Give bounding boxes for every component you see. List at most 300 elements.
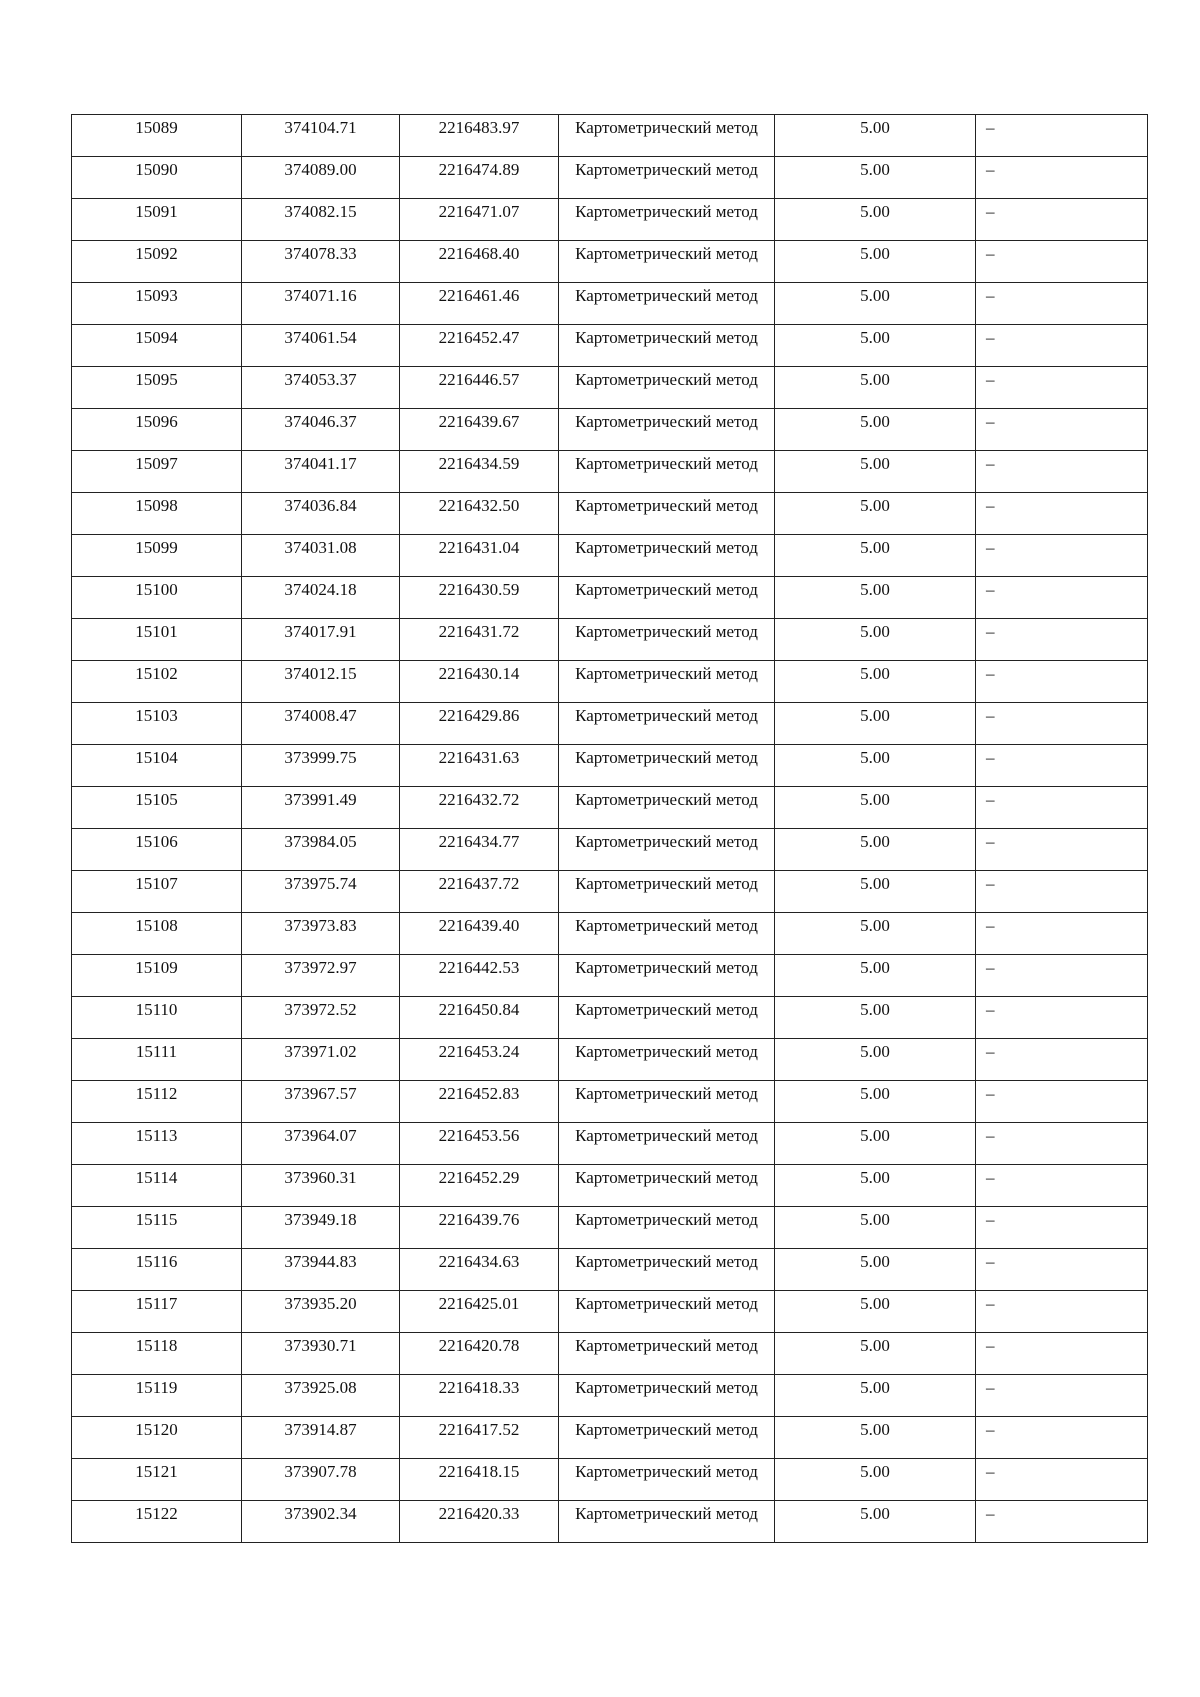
method-cell-text: Картометрический метод [575,580,758,599]
error-cell-text: – [986,370,995,389]
point-number-cell [72,955,242,997]
error-cell [976,577,1148,619]
error-cell [976,283,1148,325]
accuracy-cell [775,1291,976,1333]
error-cell-text: – [986,1378,995,1397]
accuracy-cell-text: 5.00 [860,1042,890,1061]
coordinates-table [71,114,1148,1543]
accuracy-cell-text: 5.00 [860,202,890,221]
point-number-cell [72,787,242,829]
point-number-cell-text: 15097 [135,454,178,473]
method-cell-text: Картометрический метод [575,160,758,179]
accuracy-cell [775,157,976,199]
x-coordinate-cell [242,1291,400,1333]
x-coordinate-cell [242,409,400,451]
method-cell-text: Картометрический метод [575,748,758,767]
accuracy-cell-text: 5.00 [860,1126,890,1145]
y-coordinate-cell [400,787,559,829]
accuracy-cell [775,955,976,997]
error-cell [976,1039,1148,1081]
point-number-cell-text: 15116 [135,1252,178,1271]
x-coordinate-cell-text: 374017.91 [284,622,357,641]
method-cell [559,745,775,787]
method-cell [559,493,775,535]
error-cell-text: – [986,1084,995,1103]
method-cell [559,619,775,661]
point-number-cell-text: 15091 [135,202,178,221]
accuracy-cell-text: 5.00 [860,874,890,893]
x-coordinate-cell-text: 373984.05 [284,832,357,851]
point-number-cell [72,241,242,283]
accuracy-cell-text: 5.00 [860,1252,890,1271]
accuracy-cell-text: 5.00 [860,496,890,515]
table-row [72,1249,1148,1291]
error-cell [976,1249,1148,1291]
point-number-cell-text: 15094 [135,328,178,347]
accuracy-cell [775,1081,976,1123]
x-coordinate-cell [242,1417,400,1459]
table-row [72,1081,1148,1123]
point-number-cell-text: 15108 [135,916,178,935]
point-number-cell [72,283,242,325]
x-coordinate-cell-text: 373971.02 [284,1042,357,1061]
method-cell-text: Картометрический метод [575,958,758,977]
x-coordinate-cell-text: 374061.54 [284,328,357,347]
accuracy-cell-text: 5.00 [860,412,890,431]
x-coordinate-cell-text: 373949.18 [284,1210,357,1229]
x-coordinate-cell [242,157,400,199]
method-cell-text: Картометрический метод [575,1336,758,1355]
error-cell [976,1459,1148,1501]
y-coordinate-cell [400,1417,559,1459]
point-number-cell-text: 15098 [135,496,178,515]
accuracy-cell-text: 5.00 [860,118,890,137]
x-coordinate-cell [242,325,400,367]
accuracy-cell [775,829,976,871]
method-cell-text: Картометрический метод [575,538,758,557]
x-coordinate-cell-text: 374031.08 [284,538,357,557]
y-coordinate-cell [400,661,559,703]
accuracy-cell-text: 5.00 [860,244,890,263]
y-coordinate-cell [400,157,559,199]
y-coordinate-cell-text: 2216420.33 [438,1504,520,1523]
accuracy-cell [775,409,976,451]
y-coordinate-cell-text: 2216450.84 [438,1000,520,1019]
y-coordinate-cell-text: 2216452.29 [438,1168,520,1187]
y-coordinate-cell [400,703,559,745]
y-coordinate-cell-text: 2216453.24 [438,1042,520,1061]
point-number-cell [72,1501,242,1543]
point-number-cell [72,1165,242,1207]
point-number-cell [72,199,242,241]
point-number-cell-text: 15120 [135,1420,178,1439]
y-coordinate-cell [400,367,559,409]
error-cell-text: – [986,496,995,515]
error-cell-text: – [986,118,995,137]
x-coordinate-cell-text: 374008.47 [284,706,357,725]
y-coordinate-cell [400,997,559,1039]
point-number-cell [72,1249,242,1291]
y-coordinate-cell [400,913,559,955]
y-coordinate-cell-text: 2216439.67 [438,412,520,431]
table-row [72,1207,1148,1249]
x-coordinate-cell-text: 373902.34 [284,1504,357,1523]
accuracy-cell-text: 5.00 [860,790,890,809]
error-cell-text: – [986,244,995,263]
table-row [72,1165,1148,1207]
error-cell-text: – [986,664,995,683]
method-cell [559,535,775,577]
point-number-cell [72,493,242,535]
method-cell-text: Картометрический метод [575,118,758,137]
accuracy-cell-text: 5.00 [860,1504,890,1523]
x-coordinate-cell-text: 373930.71 [284,1336,357,1355]
method-cell-text: Картометрический метод [575,412,758,431]
point-number-cell [72,745,242,787]
error-cell [976,913,1148,955]
x-coordinate-cell [242,1459,400,1501]
y-coordinate-cell-text: 2216425.01 [438,1294,520,1313]
point-number-cell-text: 15103 [135,706,178,725]
method-cell-text: Картометрический метод [575,706,758,725]
method-cell [559,1207,775,1249]
accuracy-cell-text: 5.00 [860,328,890,347]
error-cell [976,829,1148,871]
table-row [72,283,1148,325]
y-coordinate-cell [400,1207,559,1249]
y-coordinate-cell-text: 2216452.83 [438,1084,520,1103]
x-coordinate-cell [242,367,400,409]
table-row [72,1375,1148,1417]
table-row [72,913,1148,955]
error-cell [976,493,1148,535]
table-row [72,241,1148,283]
x-coordinate-cell [242,1501,400,1543]
table-row [72,787,1148,829]
accuracy-cell [775,1375,976,1417]
method-cell-text: Картометрический метод [575,202,758,221]
y-coordinate-cell [400,451,559,493]
error-cell-text: – [986,1252,995,1271]
accuracy-cell [775,1123,976,1165]
accuracy-cell-text: 5.00 [860,1210,890,1229]
table-row [72,535,1148,577]
method-cell [559,367,775,409]
error-cell [976,367,1148,409]
method-cell [559,703,775,745]
accuracy-cell [775,661,976,703]
error-cell-text: – [986,286,995,305]
error-cell-text: – [986,1168,995,1187]
point-number-cell-text: 15109 [135,958,178,977]
method-cell-text: Картометрический метод [575,328,758,347]
x-coordinate-cell-text: 373991.49 [284,790,357,809]
point-number-cell [72,703,242,745]
method-cell-text: Картометрический метод [575,622,758,641]
table-row [72,955,1148,997]
accuracy-cell-text: 5.00 [860,1336,890,1355]
point-number-cell-text: 15111 [135,1042,178,1061]
error-cell [976,787,1148,829]
x-coordinate-cell [242,661,400,703]
point-number-cell-text: 15121 [135,1462,178,1481]
point-number-cell [72,451,242,493]
y-coordinate-cell-text: 2216420.78 [438,1336,520,1355]
accuracy-cell-text: 5.00 [860,370,890,389]
point-number-cell [72,829,242,871]
accuracy-cell-text: 5.00 [860,1084,890,1103]
error-cell [976,199,1148,241]
y-coordinate-cell-text: 2216430.14 [438,664,520,683]
point-number-cell-text: 15114 [135,1168,178,1187]
accuracy-cell-text: 5.00 [860,622,890,641]
error-cell-text: – [986,1294,995,1313]
accuracy-cell [775,199,976,241]
y-coordinate-cell [400,1459,559,1501]
y-coordinate-cell [400,1291,559,1333]
point-number-cell [72,997,242,1039]
table-row [72,115,1148,157]
x-coordinate-cell [242,577,400,619]
x-coordinate-cell-text: 374104.71 [284,118,357,137]
point-number-cell [72,1417,242,1459]
x-coordinate-cell [242,115,400,157]
y-coordinate-cell [400,241,559,283]
error-cell [976,241,1148,283]
error-cell-text: – [986,1504,995,1523]
y-coordinate-cell-text: 2216430.59 [438,580,520,599]
method-cell-text: Картометрический метод [575,244,758,263]
point-number-cell [72,913,242,955]
method-cell-text: Картометрический метод [575,1000,758,1019]
error-cell [976,955,1148,997]
y-coordinate-cell [400,829,559,871]
accuracy-cell [775,1039,976,1081]
error-cell-text: – [986,1000,995,1019]
method-cell-text: Картометрический метод [575,1210,758,1229]
table-row [72,157,1148,199]
point-number-cell-text: 15096 [135,412,178,431]
accuracy-cell-text: 5.00 [860,160,890,179]
error-cell [976,1375,1148,1417]
error-cell-text: – [986,790,995,809]
method-cell [559,241,775,283]
method-cell-text: Картометрический метод [575,496,758,515]
point-number-cell-text: 15104 [135,748,178,767]
point-number-cell [72,535,242,577]
y-coordinate-cell [400,1249,559,1291]
method-cell-text: Картометрический метод [575,1084,758,1103]
error-cell [976,997,1148,1039]
point-number-cell [72,1207,242,1249]
accuracy-cell [775,325,976,367]
point-number-cell-text: 15107 [135,874,178,893]
table-row [72,493,1148,535]
method-cell [559,157,775,199]
point-number-cell [72,1333,242,1375]
error-cell [976,451,1148,493]
accuracy-cell [775,703,976,745]
point-number-cell [72,619,242,661]
table-row [72,1333,1148,1375]
y-coordinate-cell-text: 2216431.72 [438,622,520,641]
error-cell [976,1165,1148,1207]
point-number-cell-text: 15106 [135,832,178,851]
y-coordinate-cell-text: 2216483.97 [438,118,520,137]
method-cell-text: Картометрический метод [575,832,758,851]
x-coordinate-cell [242,493,400,535]
x-coordinate-cell-text: 373972.52 [284,1000,357,1019]
y-coordinate-cell-text: 2216418.15 [438,1462,520,1481]
method-cell-text: Картометрический метод [575,790,758,809]
error-cell [976,1417,1148,1459]
method-cell [559,1501,775,1543]
method-cell [559,997,775,1039]
accuracy-cell-text: 5.00 [860,1294,890,1313]
point-number-cell [72,661,242,703]
error-cell-text: – [986,958,995,977]
x-coordinate-cell-text: 373907.78 [284,1462,357,1481]
error-cell-text: – [986,580,995,599]
accuracy-cell [775,493,976,535]
error-cell-text: – [986,832,995,851]
table-row [72,367,1148,409]
error-cell-text: – [986,874,995,893]
y-coordinate-cell [400,955,559,997]
method-cell [559,451,775,493]
x-coordinate-cell-text: 374071.16 [284,286,357,305]
point-number-cell [72,157,242,199]
x-coordinate-cell [242,829,400,871]
x-coordinate-cell [242,1123,400,1165]
accuracy-cell [775,241,976,283]
point-number-cell-text: 15112 [135,1084,178,1103]
method-cell [559,1039,775,1081]
x-coordinate-cell-text: 373975.74 [284,874,357,893]
accuracy-cell [775,787,976,829]
x-coordinate-cell [242,1165,400,1207]
accuracy-cell [775,1165,976,1207]
x-coordinate-cell-text: 374024.18 [284,580,357,599]
method-cell-text: Картометрический метод [575,1252,758,1271]
x-coordinate-cell-text: 373925.08 [284,1378,357,1397]
method-cell [559,1291,775,1333]
method-cell [559,1081,775,1123]
y-coordinate-cell [400,1039,559,1081]
y-coordinate-cell [400,745,559,787]
method-cell [559,1375,775,1417]
error-cell [976,1501,1148,1543]
accuracy-cell [775,283,976,325]
method-cell [559,409,775,451]
point-number-cell-text: 15105 [135,790,178,809]
error-cell-text: – [986,160,995,179]
y-coordinate-cell-text: 2216431.04 [438,538,520,557]
error-cell-text: – [986,1420,995,1439]
x-coordinate-cell-text: 373972.97 [284,958,357,977]
point-number-cell-text: 15095 [135,370,178,389]
point-number-cell [72,1081,242,1123]
error-cell-text: – [986,916,995,935]
y-coordinate-cell-text: 2216434.59 [438,454,520,473]
table-row [72,829,1148,871]
accuracy-cell-text: 5.00 [860,1168,890,1187]
x-coordinate-cell-text: 374012.15 [284,664,357,683]
error-cell-text: – [986,1126,995,1145]
point-number-cell [72,1375,242,1417]
x-coordinate-cell [242,745,400,787]
y-coordinate-cell [400,199,559,241]
method-cell [559,661,775,703]
accuracy-cell-text: 5.00 [860,580,890,599]
y-coordinate-cell [400,325,559,367]
y-coordinate-cell [400,409,559,451]
point-number-cell [72,871,242,913]
method-cell [559,577,775,619]
error-cell-text: – [986,1042,995,1061]
method-cell [559,1417,775,1459]
coordinates-table-body [72,115,1148,1543]
table-row [72,451,1148,493]
table-row [72,661,1148,703]
error-cell [976,619,1148,661]
y-coordinate-cell-text: 2216468.40 [438,244,520,263]
error-cell-text: – [986,1210,995,1229]
x-coordinate-cell [242,1039,400,1081]
y-coordinate-cell-text: 2216471.07 [438,202,520,221]
x-coordinate-cell [242,241,400,283]
error-cell-text: – [986,622,995,641]
accuracy-cell [775,619,976,661]
table-row [72,1501,1148,1543]
method-cell-text: Картометрический метод [575,664,758,683]
x-coordinate-cell-text: 374078.33 [284,244,357,263]
method-cell-text: Картометрический метод [575,1378,758,1397]
method-cell [559,829,775,871]
x-coordinate-cell [242,1207,400,1249]
y-coordinate-cell-text: 2216442.53 [438,958,520,977]
y-coordinate-cell-text: 2216461.46 [438,286,520,305]
point-number-cell-text: 15122 [135,1504,178,1523]
method-cell [559,913,775,955]
point-number-cell [72,1459,242,1501]
y-coordinate-cell-text: 2216439.40 [438,916,520,935]
y-coordinate-cell [400,1375,559,1417]
y-coordinate-cell [400,115,559,157]
y-coordinate-cell [400,1123,559,1165]
point-number-cell-text: 15100 [135,580,178,599]
error-cell [976,871,1148,913]
point-number-cell [72,325,242,367]
point-number-cell-text: 15115 [135,1210,178,1229]
error-cell-text: – [986,1336,995,1355]
point-number-cell [72,115,242,157]
error-cell-text: – [986,412,995,431]
error-cell-text: – [986,1462,995,1481]
method-cell-text: Картометрический метод [575,1126,758,1145]
point-number-cell-text: 15119 [135,1378,178,1397]
point-number-cell-text: 15117 [135,1294,178,1313]
method-cell-text: Картометрический метод [575,370,758,389]
y-coordinate-cell-text: 2216453.56 [438,1126,520,1145]
accuracy-cell-text: 5.00 [860,832,890,851]
y-coordinate-cell [400,283,559,325]
accuracy-cell [775,1459,976,1501]
point-number-cell-text: 15101 [135,622,178,641]
error-cell [976,157,1148,199]
error-cell [976,1081,1148,1123]
x-coordinate-cell-text: 373999.75 [284,748,357,767]
